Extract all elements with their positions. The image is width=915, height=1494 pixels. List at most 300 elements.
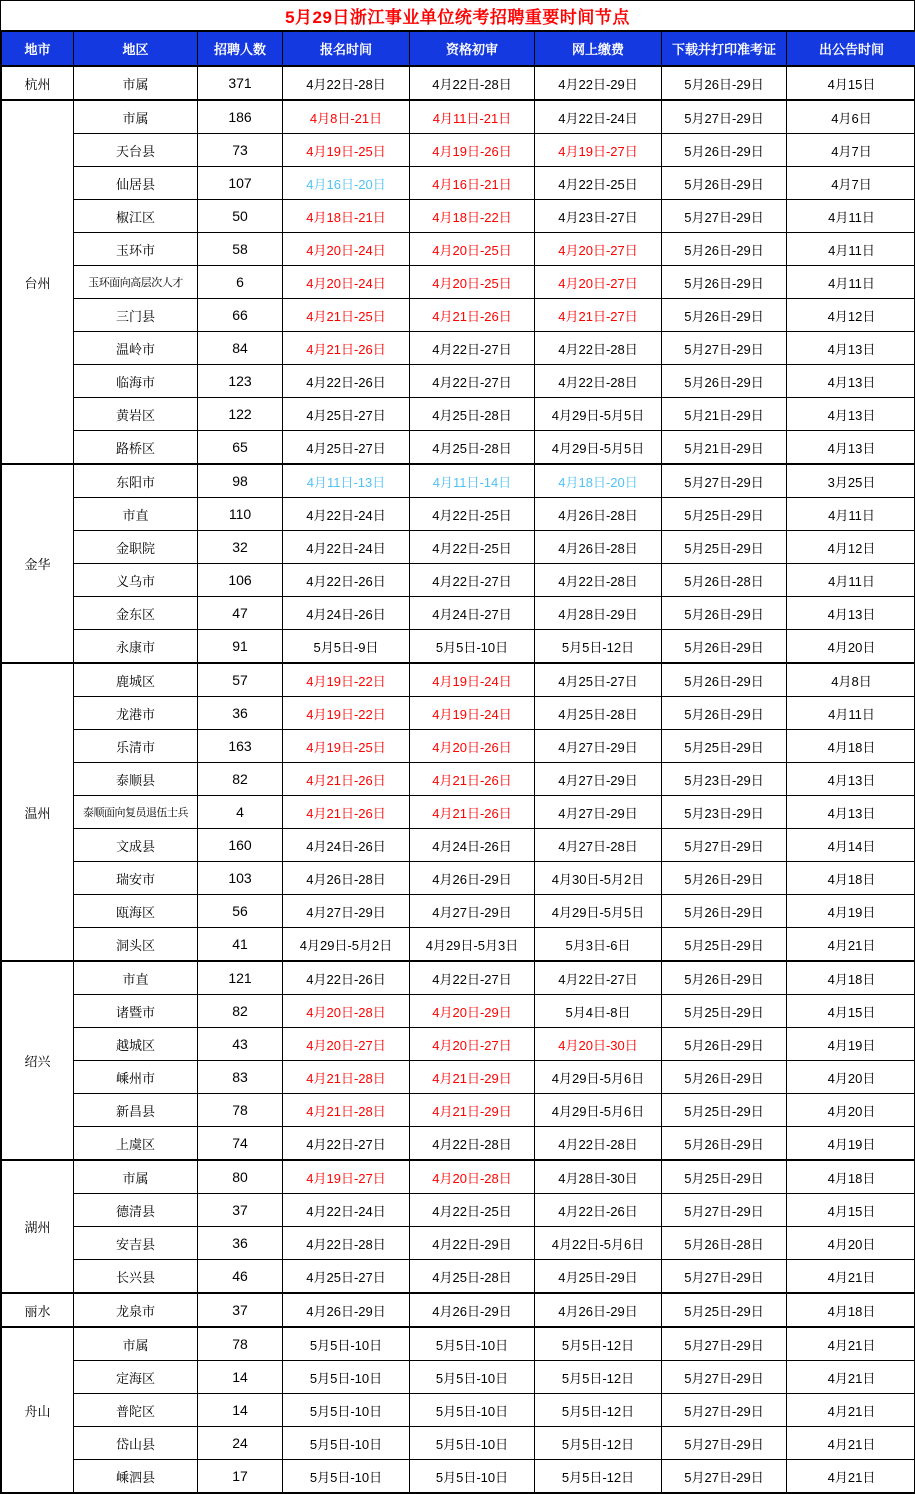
qualification-review-cell: 4月16日-21日 — [410, 167, 535, 200]
table-row — [2, 200, 915, 233]
recruit-count-cell: 46 — [198, 1260, 283, 1294]
announcement-time-cell: 4月7日 — [787, 167, 915, 200]
district-cell: 鹿城区 — [74, 663, 198, 697]
district-cell: 泰顺县 — [74, 763, 198, 796]
announcement-time-cell: 4月21日 — [787, 1427, 915, 1460]
table-row — [2, 928, 915, 962]
recruit-count-cell: 4 — [198, 796, 283, 829]
announcement-time-cell: 4月13日 — [787, 365, 915, 398]
recruit-count-cell: 6 — [198, 266, 283, 299]
online-payment-cell: 4月22日-28日 — [535, 365, 662, 398]
qualification-review-cell: 4月22日-28日 — [410, 66, 535, 100]
recruit-count-cell: 43 — [198, 1028, 283, 1061]
recruit-count-cell: 122 — [198, 398, 283, 431]
district-cell: 市属 — [74, 1160, 198, 1194]
online-payment-cell: 4月23日-27日 — [535, 200, 662, 233]
announcement-time-cell: 4月7日 — [787, 134, 915, 167]
table-row — [2, 1127, 915, 1161]
print-ticket-cell: 5月27日-29日 — [662, 1394, 787, 1427]
recruit-count-cell: 36 — [198, 697, 283, 730]
print-ticket-cell: 5月27日-29日 — [662, 200, 787, 233]
table-row — [2, 697, 915, 730]
registration-time-cell: 4月19日-25日 — [283, 730, 410, 763]
online-payment-cell: 5月5日-12日 — [535, 630, 662, 664]
recruit-count-cell: 41 — [198, 928, 283, 962]
qualification-review-cell: 4月25日-28日 — [410, 1260, 535, 1294]
qualification-review-cell: 4月18日-22日 — [410, 200, 535, 233]
recruit-count-cell: 78 — [198, 1094, 283, 1127]
online-payment-cell: 4月27日-29日 — [535, 730, 662, 763]
print-ticket-cell: 5月25日-29日 — [662, 1293, 787, 1327]
district-cell: 市直 — [74, 961, 198, 995]
registration-time-cell: 4月25日-27日 — [283, 1260, 410, 1294]
announcement-time-cell: 4月11日 — [787, 498, 915, 531]
print-ticket-cell: 5月23日-29日 — [662, 763, 787, 796]
registration-time-cell: 5月5日-10日 — [283, 1327, 410, 1361]
announcement-time-cell: 4月11日 — [787, 564, 915, 597]
announcement-time-cell: 4月21日 — [787, 1327, 915, 1361]
announcement-time-cell: 4月21日 — [787, 1361, 915, 1394]
district-cell: 玉环市 — [74, 233, 198, 266]
district-cell: 文成县 — [74, 829, 198, 862]
header-row — [2, 32, 915, 67]
print-ticket-cell: 5月27日-29日 — [662, 1260, 787, 1294]
registration-time-cell: 4月25日-27日 — [283, 431, 410, 465]
online-payment-cell: 4月21日-27日 — [535, 299, 662, 332]
table-row — [2, 365, 915, 398]
district-cell: 椒江区 — [74, 200, 198, 233]
online-payment-cell: 4月22日-27日 — [535, 961, 662, 995]
announcement-time-cell: 4月20日 — [787, 1061, 915, 1094]
table-row — [2, 895, 915, 928]
recruit-count-cell: 66 — [198, 299, 283, 332]
announcement-time-cell: 4月19日 — [787, 1127, 915, 1161]
recruit-count-cell: 83 — [198, 1061, 283, 1094]
print-ticket-cell: 5月27日-29日 — [662, 1427, 787, 1460]
table-row — [2, 630, 915, 664]
registration-time-cell: 4月22日-28日 — [283, 1227, 410, 1260]
table-row — [2, 862, 915, 895]
online-payment-cell: 4月25日-27日 — [535, 663, 662, 697]
table-row — [2, 332, 915, 365]
online-payment-cell: 4月22日-26日 — [535, 1194, 662, 1227]
announcement-time-cell: 4月13日 — [787, 597, 915, 630]
registration-time-cell: 4月21日-25日 — [283, 299, 410, 332]
qualification-review-cell: 5月5日-10日 — [410, 1361, 535, 1394]
table-row — [2, 1327, 915, 1361]
column-header: 地区 — [74, 32, 198, 67]
recruit-count-cell: 73 — [198, 134, 283, 167]
district-cell: 定海区 — [74, 1361, 198, 1394]
online-payment-cell: 4月26日-29日 — [535, 1293, 662, 1327]
online-payment-cell: 5月5日-12日 — [535, 1327, 662, 1361]
district-cell: 普陀区 — [74, 1394, 198, 1427]
registration-time-cell: 5月5日-10日 — [283, 1460, 410, 1493]
online-payment-cell: 4月19日-27日 — [535, 134, 662, 167]
table-row — [2, 597, 915, 630]
announcement-time-cell: 4月11日 — [787, 266, 915, 299]
online-payment-cell: 4月26日-28日 — [535, 531, 662, 564]
registration-time-cell: 4月19日-22日 — [283, 697, 410, 730]
recruit-count-cell: 82 — [198, 763, 283, 796]
district-cell: 天台县 — [74, 134, 198, 167]
district-cell: 金职院 — [74, 531, 198, 564]
city-cell: 湖州 — [2, 1160, 74, 1293]
print-ticket-cell: 5月21日-29日 — [662, 431, 787, 465]
print-ticket-cell: 5月25日-29日 — [662, 498, 787, 531]
registration-time-cell: 4月21日-28日 — [283, 1094, 410, 1127]
recruit-count-cell: 24 — [198, 1427, 283, 1460]
announcement-time-cell: 4月15日 — [787, 66, 915, 100]
table-row — [2, 1227, 915, 1260]
qualification-review-cell: 4月26日-29日 — [410, 862, 535, 895]
city-cell: 温州 — [2, 663, 74, 961]
district-cell: 嵊泗县 — [74, 1460, 198, 1493]
qualification-review-cell: 4月21日-29日 — [410, 1094, 535, 1127]
registration-time-cell: 4月22日-24日 — [283, 531, 410, 564]
district-cell: 越城区 — [74, 1028, 198, 1061]
online-payment-cell: 4月27日-29日 — [535, 796, 662, 829]
registration-time-cell: 4月27日-29日 — [283, 895, 410, 928]
print-ticket-cell: 5月23日-29日 — [662, 796, 787, 829]
column-header: 网上缴费 — [535, 32, 662, 67]
table-row — [2, 796, 915, 829]
district-cell: 长兴县 — [74, 1260, 198, 1294]
recruit-count-cell: 110 — [198, 498, 283, 531]
recruit-count-cell: 32 — [198, 531, 283, 564]
online-payment-cell: 4月22日-28日 — [535, 332, 662, 365]
column-header: 下载并打印准考证 — [662, 32, 787, 67]
qualification-review-cell: 4月20日-25日 — [410, 233, 535, 266]
table-row — [2, 663, 915, 697]
recruit-count-cell: 121 — [198, 961, 283, 995]
announcement-time-cell: 4月13日 — [787, 796, 915, 829]
table-row — [2, 167, 915, 200]
qualification-review-cell: 4月25日-28日 — [410, 431, 535, 465]
district-cell: 新昌县 — [74, 1094, 198, 1127]
table-row — [2, 431, 915, 465]
registration-time-cell: 4月8日-21日 — [283, 100, 410, 134]
page-title: 5月29日浙江事业单位统考招聘重要时间节点 — [1, 1, 914, 31]
qualification-review-cell: 5月5日-10日 — [410, 1460, 535, 1493]
registration-time-cell: 4月11日-13日 — [283, 464, 410, 498]
online-payment-cell: 5月5日-12日 — [535, 1361, 662, 1394]
recruit-count-cell: 65 — [198, 431, 283, 465]
table-row — [2, 233, 915, 266]
online-payment-cell: 4月29日-5月5日 — [535, 398, 662, 431]
registration-time-cell: 4月26日-28日 — [283, 862, 410, 895]
recruitment-table — [1, 31, 915, 1493]
online-payment-cell: 4月26日-28日 — [535, 498, 662, 531]
district-cell: 市属 — [74, 100, 198, 134]
recruit-count-cell: 371 — [198, 66, 283, 100]
district-cell: 瑞安市 — [74, 862, 198, 895]
table-row — [2, 1194, 915, 1227]
print-ticket-cell: 5月25日-29日 — [662, 1094, 787, 1127]
recruit-count-cell: 37 — [198, 1293, 283, 1327]
district-cell: 上虞区 — [74, 1127, 198, 1161]
announcement-time-cell: 4月13日 — [787, 431, 915, 465]
district-cell: 泰顺面向复员退伍士兵 — [74, 796, 198, 829]
registration-time-cell: 4月19日-25日 — [283, 134, 410, 167]
district-cell: 临海市 — [74, 365, 198, 398]
print-ticket-cell: 5月25日-29日 — [662, 730, 787, 763]
online-payment-cell: 4月28日-30日 — [535, 1160, 662, 1194]
announcement-time-cell: 4月13日 — [787, 763, 915, 796]
table-row — [2, 829, 915, 862]
qualification-review-cell: 4月11日-21日 — [410, 100, 535, 134]
city-cell: 金华 — [2, 464, 74, 663]
online-payment-cell: 4月22日-25日 — [535, 167, 662, 200]
print-ticket-cell: 5月26日-29日 — [662, 697, 787, 730]
district-cell: 义乌市 — [74, 564, 198, 597]
table-row — [2, 498, 915, 531]
qualification-review-cell: 5月5日-10日 — [410, 630, 535, 664]
online-payment-cell: 4月29日-5月6日 — [535, 1094, 662, 1127]
table-row — [2, 995, 915, 1028]
district-cell: 洞头区 — [74, 928, 198, 962]
announcement-time-cell: 4月13日 — [787, 332, 915, 365]
registration-time-cell: 4月22日-24日 — [283, 498, 410, 531]
announcement-time-cell: 4月8日 — [787, 663, 915, 697]
announcement-time-cell: 4月15日 — [787, 1194, 915, 1227]
district-cell: 东阳市 — [74, 464, 198, 498]
online-payment-cell: 4月20日-27日 — [535, 233, 662, 266]
qualification-review-cell: 4月22日-25日 — [410, 1194, 535, 1227]
recruit-count-cell: 50 — [198, 200, 283, 233]
registration-time-cell: 4月24日-26日 — [283, 829, 410, 862]
table-row — [2, 1061, 915, 1094]
print-ticket-cell: 5月26日-29日 — [662, 895, 787, 928]
online-payment-cell: 4月25日-28日 — [535, 697, 662, 730]
qualification-review-cell: 4月25日-28日 — [410, 398, 535, 431]
announcement-time-cell: 4月15日 — [787, 995, 915, 1028]
announcement-time-cell: 4月21日 — [787, 928, 915, 962]
announcement-time-cell: 4月12日 — [787, 531, 915, 564]
registration-time-cell: 4月16日-20日 — [283, 167, 410, 200]
online-payment-cell: 4月20日-30日 — [535, 1028, 662, 1061]
recruit-count-cell: 91 — [198, 630, 283, 664]
city-cell: 杭州 — [2, 66, 74, 100]
table-row — [2, 564, 915, 597]
online-payment-cell: 4月29日-5月6日 — [535, 1061, 662, 1094]
table-row — [2, 299, 915, 332]
print-ticket-cell: 5月26日-29日 — [662, 233, 787, 266]
recruit-count-cell: 106 — [198, 564, 283, 597]
qualification-review-cell: 4月21日-29日 — [410, 1061, 535, 1094]
registration-time-cell: 4月20日-24日 — [283, 233, 410, 266]
table-body — [2, 66, 915, 1493]
district-cell: 仙居县 — [74, 167, 198, 200]
recruit-count-cell: 74 — [198, 1127, 283, 1161]
district-cell: 市属 — [74, 1327, 198, 1361]
qualification-review-cell: 4月29日-5月3日 — [410, 928, 535, 962]
qualification-review-cell: 4月22日-25日 — [410, 531, 535, 564]
announcement-time-cell: 4月13日 — [787, 398, 915, 431]
district-cell: 龙泉市 — [74, 1293, 198, 1327]
registration-time-cell: 4月29日-5月2日 — [283, 928, 410, 962]
district-cell: 金东区 — [74, 597, 198, 630]
registration-time-cell: 4月22日-26日 — [283, 365, 410, 398]
recruit-count-cell: 107 — [198, 167, 283, 200]
recruit-count-cell: 82 — [198, 995, 283, 1028]
recruit-count-cell: 14 — [198, 1361, 283, 1394]
announcement-time-cell: 4月21日 — [787, 1394, 915, 1427]
city-cell: 台州 — [2, 100, 74, 464]
print-ticket-cell: 5月27日-29日 — [662, 1327, 787, 1361]
registration-time-cell: 4月20日-28日 — [283, 995, 410, 1028]
qualification-review-cell: 5月5日-10日 — [410, 1327, 535, 1361]
registration-time-cell: 4月20日-27日 — [283, 1028, 410, 1061]
announcement-time-cell: 4月18日 — [787, 730, 915, 763]
print-ticket-cell: 5月26日-29日 — [662, 1061, 787, 1094]
table-row — [2, 1260, 915, 1294]
print-ticket-cell: 5月27日-29日 — [662, 1460, 787, 1493]
announcement-time-cell: 4月21日 — [787, 1260, 915, 1294]
table-row — [2, 1160, 915, 1194]
table-row — [2, 1427, 915, 1460]
district-cell: 安吉县 — [74, 1227, 198, 1260]
registration-time-cell: 4月20日-24日 — [283, 266, 410, 299]
recruit-count-cell: 14 — [198, 1394, 283, 1427]
table-row — [2, 763, 915, 796]
registration-time-cell: 4月18日-21日 — [283, 200, 410, 233]
district-cell: 乐清市 — [74, 730, 198, 763]
registration-time-cell: 5月5日-10日 — [283, 1361, 410, 1394]
table-row — [2, 398, 915, 431]
announcement-time-cell: 4月19日 — [787, 1028, 915, 1061]
recruit-count-cell: 47 — [198, 597, 283, 630]
recruit-count-cell: 80 — [198, 1160, 283, 1194]
qualification-review-cell: 4月21日-26日 — [410, 763, 535, 796]
print-ticket-cell: 5月26日-29日 — [662, 961, 787, 995]
qualification-review-cell: 4月22日-27日 — [410, 365, 535, 398]
print-ticket-cell: 5月26日-29日 — [662, 167, 787, 200]
table-row — [2, 1028, 915, 1061]
registration-time-cell: 4月21日-26日 — [283, 332, 410, 365]
qualification-review-cell: 4月20日-26日 — [410, 730, 535, 763]
online-payment-cell: 4月22日-28日 — [535, 1127, 662, 1161]
print-ticket-cell: 5月26日-28日 — [662, 1227, 787, 1260]
column-header: 出公告时间 — [787, 32, 915, 67]
registration-time-cell: 4月21日-26日 — [283, 796, 410, 829]
print-ticket-cell: 5月26日-29日 — [662, 134, 787, 167]
announcement-time-cell: 4月11日 — [787, 697, 915, 730]
recruit-count-cell: 98 — [198, 464, 283, 498]
print-ticket-cell: 5月27日-29日 — [662, 464, 787, 498]
qualification-review-cell: 4月20日-29日 — [410, 995, 535, 1028]
district-cell: 路桥区 — [74, 431, 198, 465]
recruit-count-cell: 17 — [198, 1460, 283, 1493]
recruit-count-cell: 123 — [198, 365, 283, 398]
table-row — [2, 961, 915, 995]
announcement-time-cell: 4月19日 — [787, 895, 915, 928]
recruit-count-cell: 36 — [198, 1227, 283, 1260]
city-cell: 丽水 — [2, 1293, 74, 1327]
online-payment-cell: 5月5日-12日 — [535, 1394, 662, 1427]
online-payment-cell: 4月27日-28日 — [535, 829, 662, 862]
print-ticket-cell: 5月26日-29日 — [662, 597, 787, 630]
qualification-review-cell: 4月19日-26日 — [410, 134, 535, 167]
online-payment-cell: 4月30日-5月2日 — [535, 862, 662, 895]
registration-time-cell: 4月25日-27日 — [283, 398, 410, 431]
district-cell: 市属 — [74, 66, 198, 100]
announcement-time-cell: 4月11日 — [787, 233, 915, 266]
announcement-time-cell: 4月11日 — [787, 200, 915, 233]
online-payment-cell: 4月28日-29日 — [535, 597, 662, 630]
table-row — [2, 1094, 915, 1127]
registration-time-cell: 5月5日-9日 — [283, 630, 410, 664]
table-row — [2, 1460, 915, 1493]
qualification-review-cell: 4月19日-24日 — [410, 663, 535, 697]
registration-time-cell: 4月21日-26日 — [283, 763, 410, 796]
print-ticket-cell: 5月27日-29日 — [662, 332, 787, 365]
registration-time-cell: 4月19日-22日 — [283, 663, 410, 697]
registration-time-cell: 4月22日-24日 — [283, 1194, 410, 1227]
online-payment-cell: 4月22日-29日 — [535, 66, 662, 100]
registration-time-cell: 5月5日-10日 — [283, 1394, 410, 1427]
qualification-review-cell: 4月22日-27日 — [410, 564, 535, 597]
online-payment-cell: 4月27日-29日 — [535, 763, 662, 796]
print-ticket-cell: 5月26日-29日 — [662, 862, 787, 895]
recruit-count-cell: 56 — [198, 895, 283, 928]
qualification-review-cell: 5月5日-10日 — [410, 1394, 535, 1427]
qualification-review-cell: 4月22日-25日 — [410, 498, 535, 531]
table-row — [2, 1293, 915, 1327]
qualification-review-cell: 4月24日-26日 — [410, 829, 535, 862]
district-cell: 龙港市 — [74, 697, 198, 730]
qualification-review-cell: 4月26日-29日 — [410, 1293, 535, 1327]
district-cell: 永康市 — [74, 630, 198, 664]
district-cell: 黄岩区 — [74, 398, 198, 431]
announcement-time-cell: 4月12日 — [787, 299, 915, 332]
print-ticket-cell: 5月26日-29日 — [662, 266, 787, 299]
registration-time-cell: 4月22日-27日 — [283, 1127, 410, 1161]
qualification-review-cell: 4月22日-27日 — [410, 332, 535, 365]
print-ticket-cell: 5月26日-29日 — [662, 299, 787, 332]
recruit-count-cell: 84 — [198, 332, 283, 365]
qualification-review-cell: 4月22日-27日 — [410, 961, 535, 995]
district-cell: 德清县 — [74, 1194, 198, 1227]
online-payment-cell: 5月5日-12日 — [535, 1427, 662, 1460]
announcement-time-cell: 4月18日 — [787, 1293, 915, 1327]
print-ticket-cell: 5月26日-29日 — [662, 630, 787, 664]
online-payment-cell: 4月29日-5月5日 — [535, 431, 662, 465]
print-ticket-cell: 5月25日-29日 — [662, 928, 787, 962]
online-payment-cell: 5月4日-8日 — [535, 995, 662, 1028]
district-cell: 瓯海区 — [74, 895, 198, 928]
announcement-time-cell: 4月6日 — [787, 100, 915, 134]
district-cell: 嵊州市 — [74, 1061, 198, 1094]
announcement-time-cell: 4月14日 — [787, 829, 915, 862]
print-ticket-cell: 5月26日-29日 — [662, 663, 787, 697]
online-payment-cell: 4月29日-5月5日 — [535, 895, 662, 928]
announcement-time-cell: 4月20日 — [787, 1227, 915, 1260]
table-row — [2, 730, 915, 763]
recruit-count-cell: 186 — [198, 100, 283, 134]
print-ticket-cell: 5月27日-29日 — [662, 1194, 787, 1227]
registration-time-cell: 4月22日-28日 — [283, 66, 410, 100]
print-ticket-cell: 5月26日-29日 — [662, 365, 787, 398]
recruit-count-cell: 37 — [198, 1194, 283, 1227]
district-cell: 市直 — [74, 498, 198, 531]
online-payment-cell: 4月22日-28日 — [535, 564, 662, 597]
online-payment-cell: 4月20日-27日 — [535, 266, 662, 299]
print-ticket-cell: 5月25日-29日 — [662, 995, 787, 1028]
print-ticket-cell: 5月25日-29日 — [662, 531, 787, 564]
qualification-review-cell: 5月5日-10日 — [410, 1427, 535, 1460]
print-ticket-cell: 5月21日-29日 — [662, 398, 787, 431]
